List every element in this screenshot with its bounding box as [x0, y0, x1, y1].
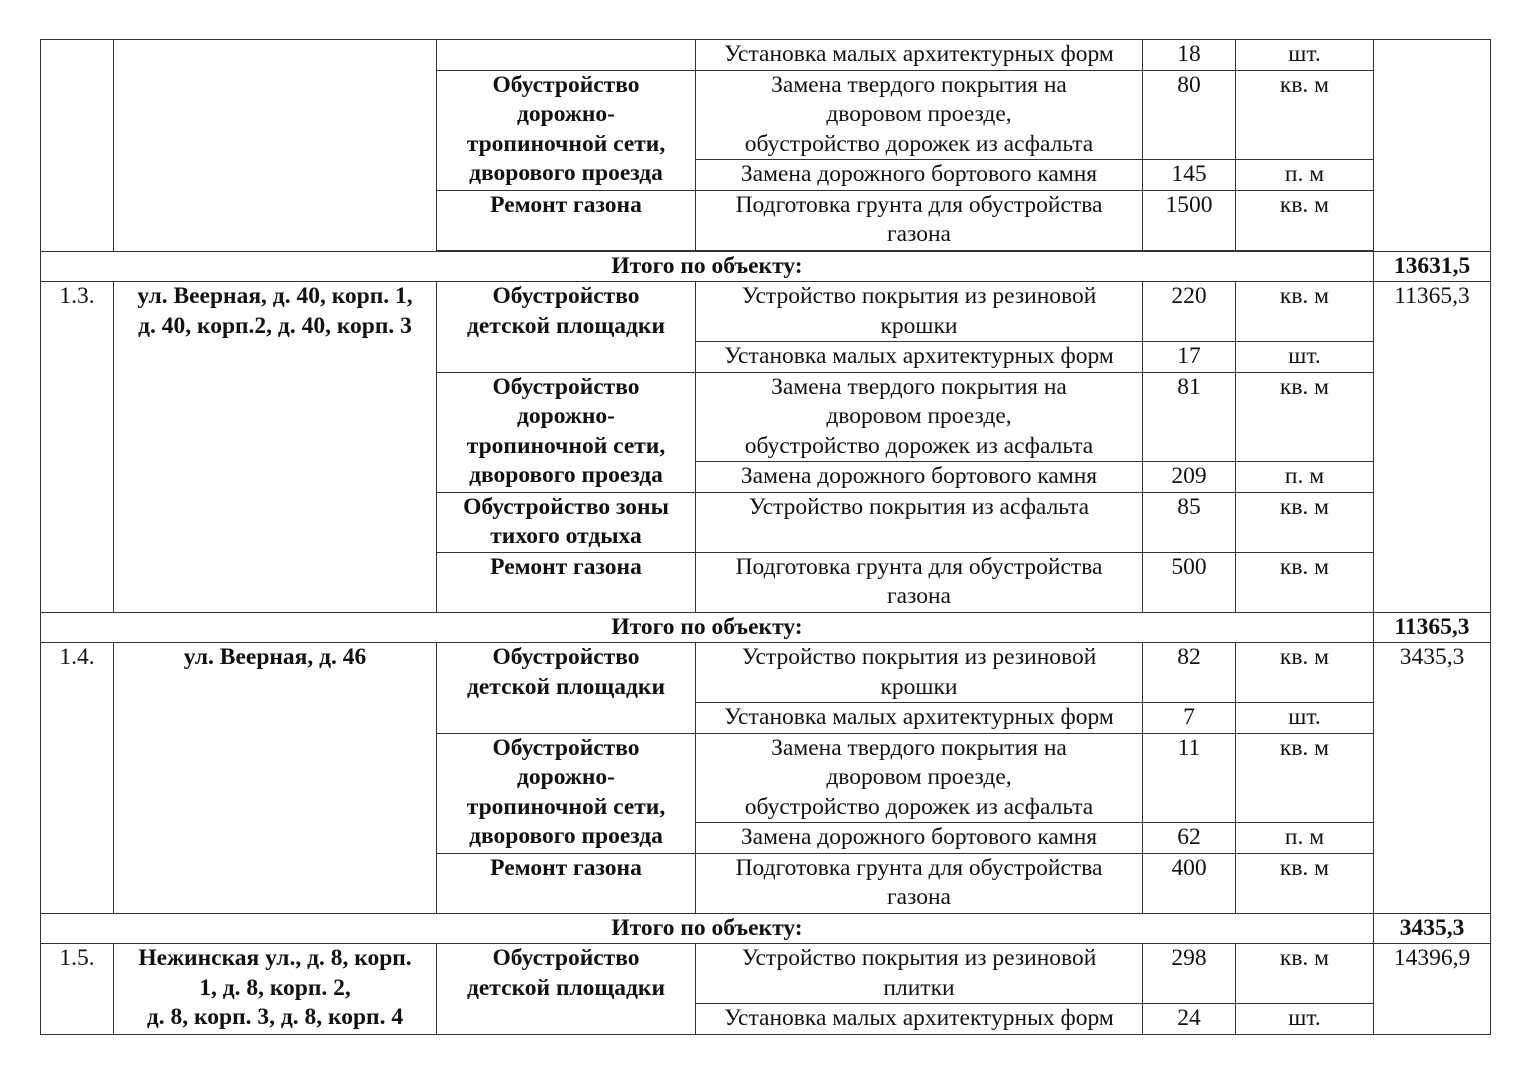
- item-number: 1.3.: [41, 282, 114, 613]
- item-number: 1.4.: [41, 643, 114, 914]
- quantity: 11: [1143, 733, 1236, 823]
- quantity: 145: [1143, 160, 1236, 191]
- works-table: [40, 39, 1491, 1035]
- unit: кв. м: [1236, 853, 1374, 913]
- quantity: 82: [1143, 643, 1236, 703]
- unit: кв. м: [1236, 492, 1374, 552]
- table-row: [41, 282, 1491, 342]
- work-description: Устройство покрытия из резиновой плитки: [696, 944, 1143, 1004]
- work-type: Обустройство дорожно- тропиночной сети, дворового проезда: [437, 372, 696, 492]
- quantity: 24: [1143, 1004, 1236, 1035]
- work-description: Замена твердого покрытия на дворовом проезде, обустройство дорожек из асфальта: [696, 70, 1143, 160]
- total-sum: 3435,3: [1374, 913, 1491, 944]
- quantity: 80: [1143, 70, 1236, 160]
- total-sum: 13631,5: [1374, 251, 1491, 282]
- unit: кв. м: [1236, 643, 1374, 703]
- work-description: Замена дорожного бортового камня: [696, 462, 1143, 493]
- unit: п. м: [1236, 823, 1374, 854]
- total-label: Итого по объекту:: [41, 913, 1374, 944]
- quantity: 400: [1143, 853, 1236, 913]
- total-sum: 11365,3: [1374, 612, 1491, 643]
- table-row: [41, 643, 1491, 703]
- total-label: Итого по объекту:: [41, 612, 1374, 643]
- unit: кв. м: [1236, 372, 1374, 462]
- unit: шт.: [1236, 1004, 1374, 1035]
- total-row: [41, 612, 1491, 643]
- object-cost: 11365,3: [1374, 282, 1491, 613]
- unit: кв. м: [1236, 944, 1374, 1004]
- work-description: Установка малых архитектурных форм: [696, 1004, 1143, 1035]
- unit: п. м: [1236, 160, 1374, 191]
- object-cost: 14396,9: [1374, 944, 1491, 1035]
- quantity: 298: [1143, 944, 1236, 1004]
- work-description: Устройство покрытия из резиновой крошки: [696, 282, 1143, 342]
- work-type: Ремонт газона: [437, 853, 696, 913]
- work-type: Обустройство детской площадки: [437, 282, 696, 373]
- work-description: Подготовка грунта для обустройства газона: [696, 853, 1143, 913]
- quantity: 81: [1143, 372, 1236, 462]
- unit: кв. м: [1236, 733, 1374, 823]
- unit: кв. м: [1236, 552, 1374, 612]
- unit: п. м: [1236, 462, 1374, 493]
- unit: шт.: [1236, 703, 1374, 734]
- unit: кв. м: [1236, 190, 1374, 250]
- table-row: [41, 40, 1491, 71]
- work-description: Замена дорожного бортового камня: [696, 823, 1143, 854]
- work-description: Подготовка грунта для обустройства газона: [696, 552, 1143, 612]
- address-cell: [114, 40, 437, 252]
- quantity: 500: [1143, 552, 1236, 612]
- work-type: Ремонт газона: [437, 552, 696, 612]
- total-row: [41, 251, 1491, 282]
- unit: шт.: [1236, 342, 1374, 373]
- quantity: 1500: [1143, 190, 1236, 250]
- work-type: Ремонт газона: [437, 190, 696, 250]
- unit: кв. м: [1236, 282, 1374, 342]
- work-description: Замена твердого покрытия на дворовом проезде, обустройство дорожек из асфальта: [696, 372, 1143, 462]
- object-cost: 3435,3: [1374, 643, 1491, 914]
- work-description: Устройство покрытия из резиновой крошки: [696, 643, 1143, 703]
- unit: шт.: [1236, 40, 1374, 71]
- work-type: Обустройство зоны тихого отдыха: [437, 492, 696, 552]
- quantity: 18: [1143, 40, 1236, 71]
- quantity: 62: [1143, 823, 1236, 854]
- object-address: Нежинская ул., д. 8, корп. 1, д. 8, корп. 2, д. 8, корп. 3, д. 8, корп. 4: [114, 944, 437, 1035]
- table-row: [41, 944, 1491, 1004]
- object-cost-cell: [1374, 40, 1491, 252]
- total-label: Итого по объекту:: [41, 251, 1374, 282]
- work-description: Устройство покрытия из асфальта: [696, 492, 1143, 552]
- work-type: Обустройство детской площадки: [437, 944, 696, 1035]
- quantity: 220: [1143, 282, 1236, 342]
- item-number: 1.5.: [41, 944, 114, 1035]
- unit: кв. м: [1236, 70, 1374, 160]
- object-address: ул. Веерная, д. 46: [114, 643, 437, 914]
- work-description: Подготовка грунта для обустройства газона: [696, 190, 1143, 250]
- work-description: Замена дорожного бортового камня: [696, 160, 1143, 191]
- work-type: Обустройство детской площадки: [437, 643, 696, 734]
- quantity: 209: [1143, 462, 1236, 493]
- total-row: [41, 913, 1491, 944]
- work-description: Установка малых архитектурных форм: [696, 342, 1143, 373]
- quantity: 85: [1143, 492, 1236, 552]
- work-description: Замена твердого покрытия на дворовом проезде, обустройство дорожек из асфальта: [696, 733, 1143, 823]
- object-address: ул. Веерная, д. 40, корп. 1, д. 40, корп.2, д. 40, корп. 3: [114, 282, 437, 613]
- work-description: Установка малых архитектурных форм: [696, 40, 1143, 71]
- work-type: Обустройство дорожно- тропиночной сети, дворового проезда: [437, 70, 696, 190]
- quantity: 7: [1143, 703, 1236, 734]
- item-number-cell: [41, 40, 114, 252]
- work-type-cell: [437, 40, 696, 71]
- work-type: Обустройство дорожно- тропиночной сети, дворового проезда: [437, 733, 696, 853]
- work-description: Установка малых архитектурных форм: [696, 703, 1143, 734]
- quantity: 17: [1143, 342, 1236, 373]
